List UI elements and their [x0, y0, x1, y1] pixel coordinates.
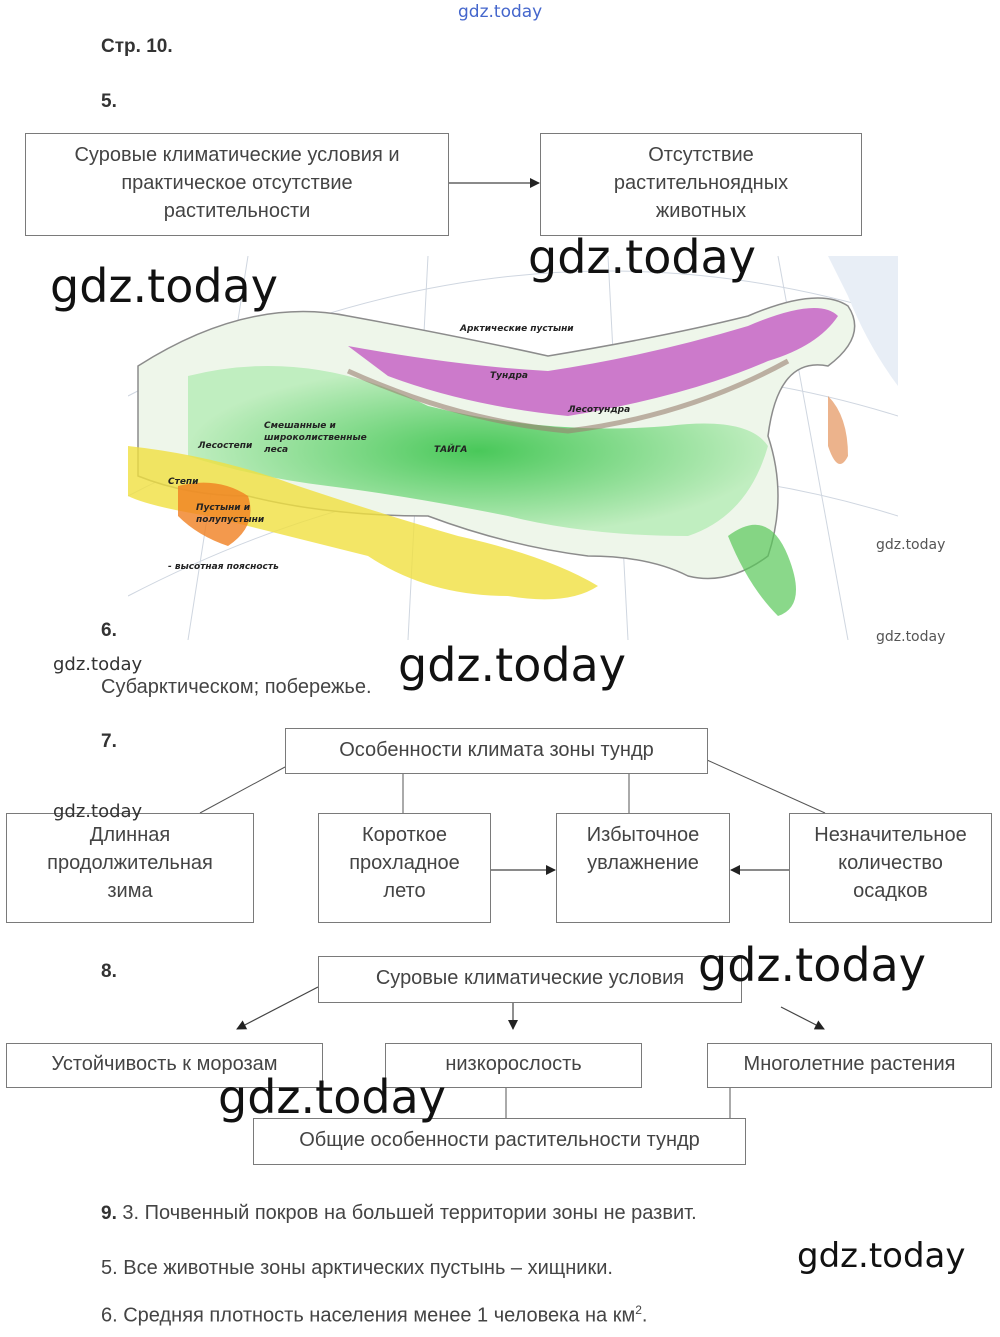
- task8-box-perennial: Многолетние растения: [707, 1043, 992, 1088]
- task7-number: 7.: [101, 731, 117, 752]
- task7-box-precipitation-line2: количество: [838, 852, 943, 874]
- watermark-task8-right: gdz.today: [698, 938, 926, 992]
- task7-box-precipitation-line1: Незначительное: [814, 824, 967, 846]
- task9-item-1: 3. Почвенный покров на большей территории зоны не развит.: [122, 1202, 697, 1224]
- watermark-map-left: gdz.today: [50, 259, 278, 313]
- task7-box-moisture-line2: увлажнение: [587, 852, 699, 874]
- map-label-deserts-1: Пустыни и: [196, 503, 251, 513]
- task5-box-effect-line2: растительноядных: [613, 172, 789, 194]
- task5-box-cause-line1: Суровые климатические условия и: [74, 144, 400, 166]
- task5-box-cause-line2: практическое отсутствие: [121, 172, 353, 194]
- task6-answer: Субарктическом; побережье.: [101, 676, 372, 698]
- watermark-map-right: gdz.today: [528, 230, 756, 284]
- task7-box-winter-line1: Длинная: [89, 824, 171, 846]
- map-label-forest-steppe: Лесостепи: [198, 441, 253, 451]
- task7-top-box: Особенности климата зоны тундр: [285, 728, 708, 774]
- watermark-top: gdz.today: [458, 2, 543, 22]
- task7-box-winter: [6, 813, 254, 923]
- task7-box-summer-line3: лето: [383, 880, 426, 902]
- task9-item-1-row: [101, 1202, 697, 1225]
- task5-number: 5.: [101, 91, 117, 112]
- task6-number: 6.: [101, 620, 117, 641]
- task7-box-winter-line3: зима: [107, 880, 153, 902]
- task9-item-3: 6. Средняя плотность населения менее 1 человека на км: [101, 1304, 636, 1327]
- watermark-task6-big: gdz.today: [398, 638, 626, 692]
- watermark-task8-left: gdz.today: [218, 1070, 446, 1124]
- map-label-forest-tundra: Лесотундра: [568, 405, 631, 415]
- task8-bottom-box: Общие особенности растительности тундр: [253, 1118, 746, 1165]
- task7-box-precipitation-line3: осадков: [853, 880, 928, 902]
- map-label-deserts-2: полупустыни: [196, 515, 265, 525]
- task9-item-2: 5. Все животные зоны арктических пустынь – хищники.: [101, 1257, 613, 1279]
- task7-box-summer: [318, 813, 491, 923]
- watermark-small-2: gdz.today: [876, 629, 946, 645]
- map-label-steppe: Степи: [168, 477, 199, 487]
- map-label-tundra: Тундра: [490, 371, 529, 381]
- task8-box-low-growth: низкорослость: [385, 1043, 642, 1088]
- task7-box-summer-line2: прохладное: [349, 852, 460, 874]
- task7-box-moisture: [556, 813, 730, 923]
- watermark-small-1: gdz.today: [876, 537, 946, 553]
- task9-end: .: [641, 1304, 648, 1327]
- watermark-task7: gdz.today: [53, 801, 143, 822]
- map-label-arctic-deserts: Арктические пустыни: [460, 324, 574, 334]
- task5-box-effect-line1: Отсутствие: [648, 144, 754, 166]
- map-label-mixed-3: леса: [264, 445, 289, 455]
- task9-number: 9.: [101, 1203, 117, 1224]
- task5-box-cause-line3: растительности: [163, 200, 311, 222]
- map-label-taiga: ТАЙГА: [434, 445, 468, 455]
- map-label-altitude: - высотная поясность: [168, 562, 279, 572]
- task9-item-3-row: [101, 1303, 647, 1328]
- task5-box-effect-line3: животных: [655, 200, 747, 222]
- map-label-mixed-2: широколиственные: [264, 433, 367, 443]
- task8-number: 8.: [101, 961, 117, 982]
- task8-top-box: Суровые климатические условия: [318, 956, 742, 1003]
- watermark-task9: gdz.today: [797, 1236, 966, 1276]
- task8-box-frost: Устойчивость к морозам: [6, 1043, 323, 1088]
- task7-box-winter-line2: продолжительная: [47, 852, 213, 874]
- map-label-mixed-1: Смешанные и: [264, 421, 336, 431]
- task7-box-summer-line1: Короткое: [362, 824, 447, 846]
- task7-box-precipitation: [789, 813, 992, 923]
- watermark-task6: gdz.today: [53, 654, 143, 675]
- page-label: Стр. 10.: [101, 36, 173, 57]
- task9-superscript: 2: [635, 1303, 642, 1317]
- task7-box-moisture-line1: Избыточное: [586, 824, 700, 846]
